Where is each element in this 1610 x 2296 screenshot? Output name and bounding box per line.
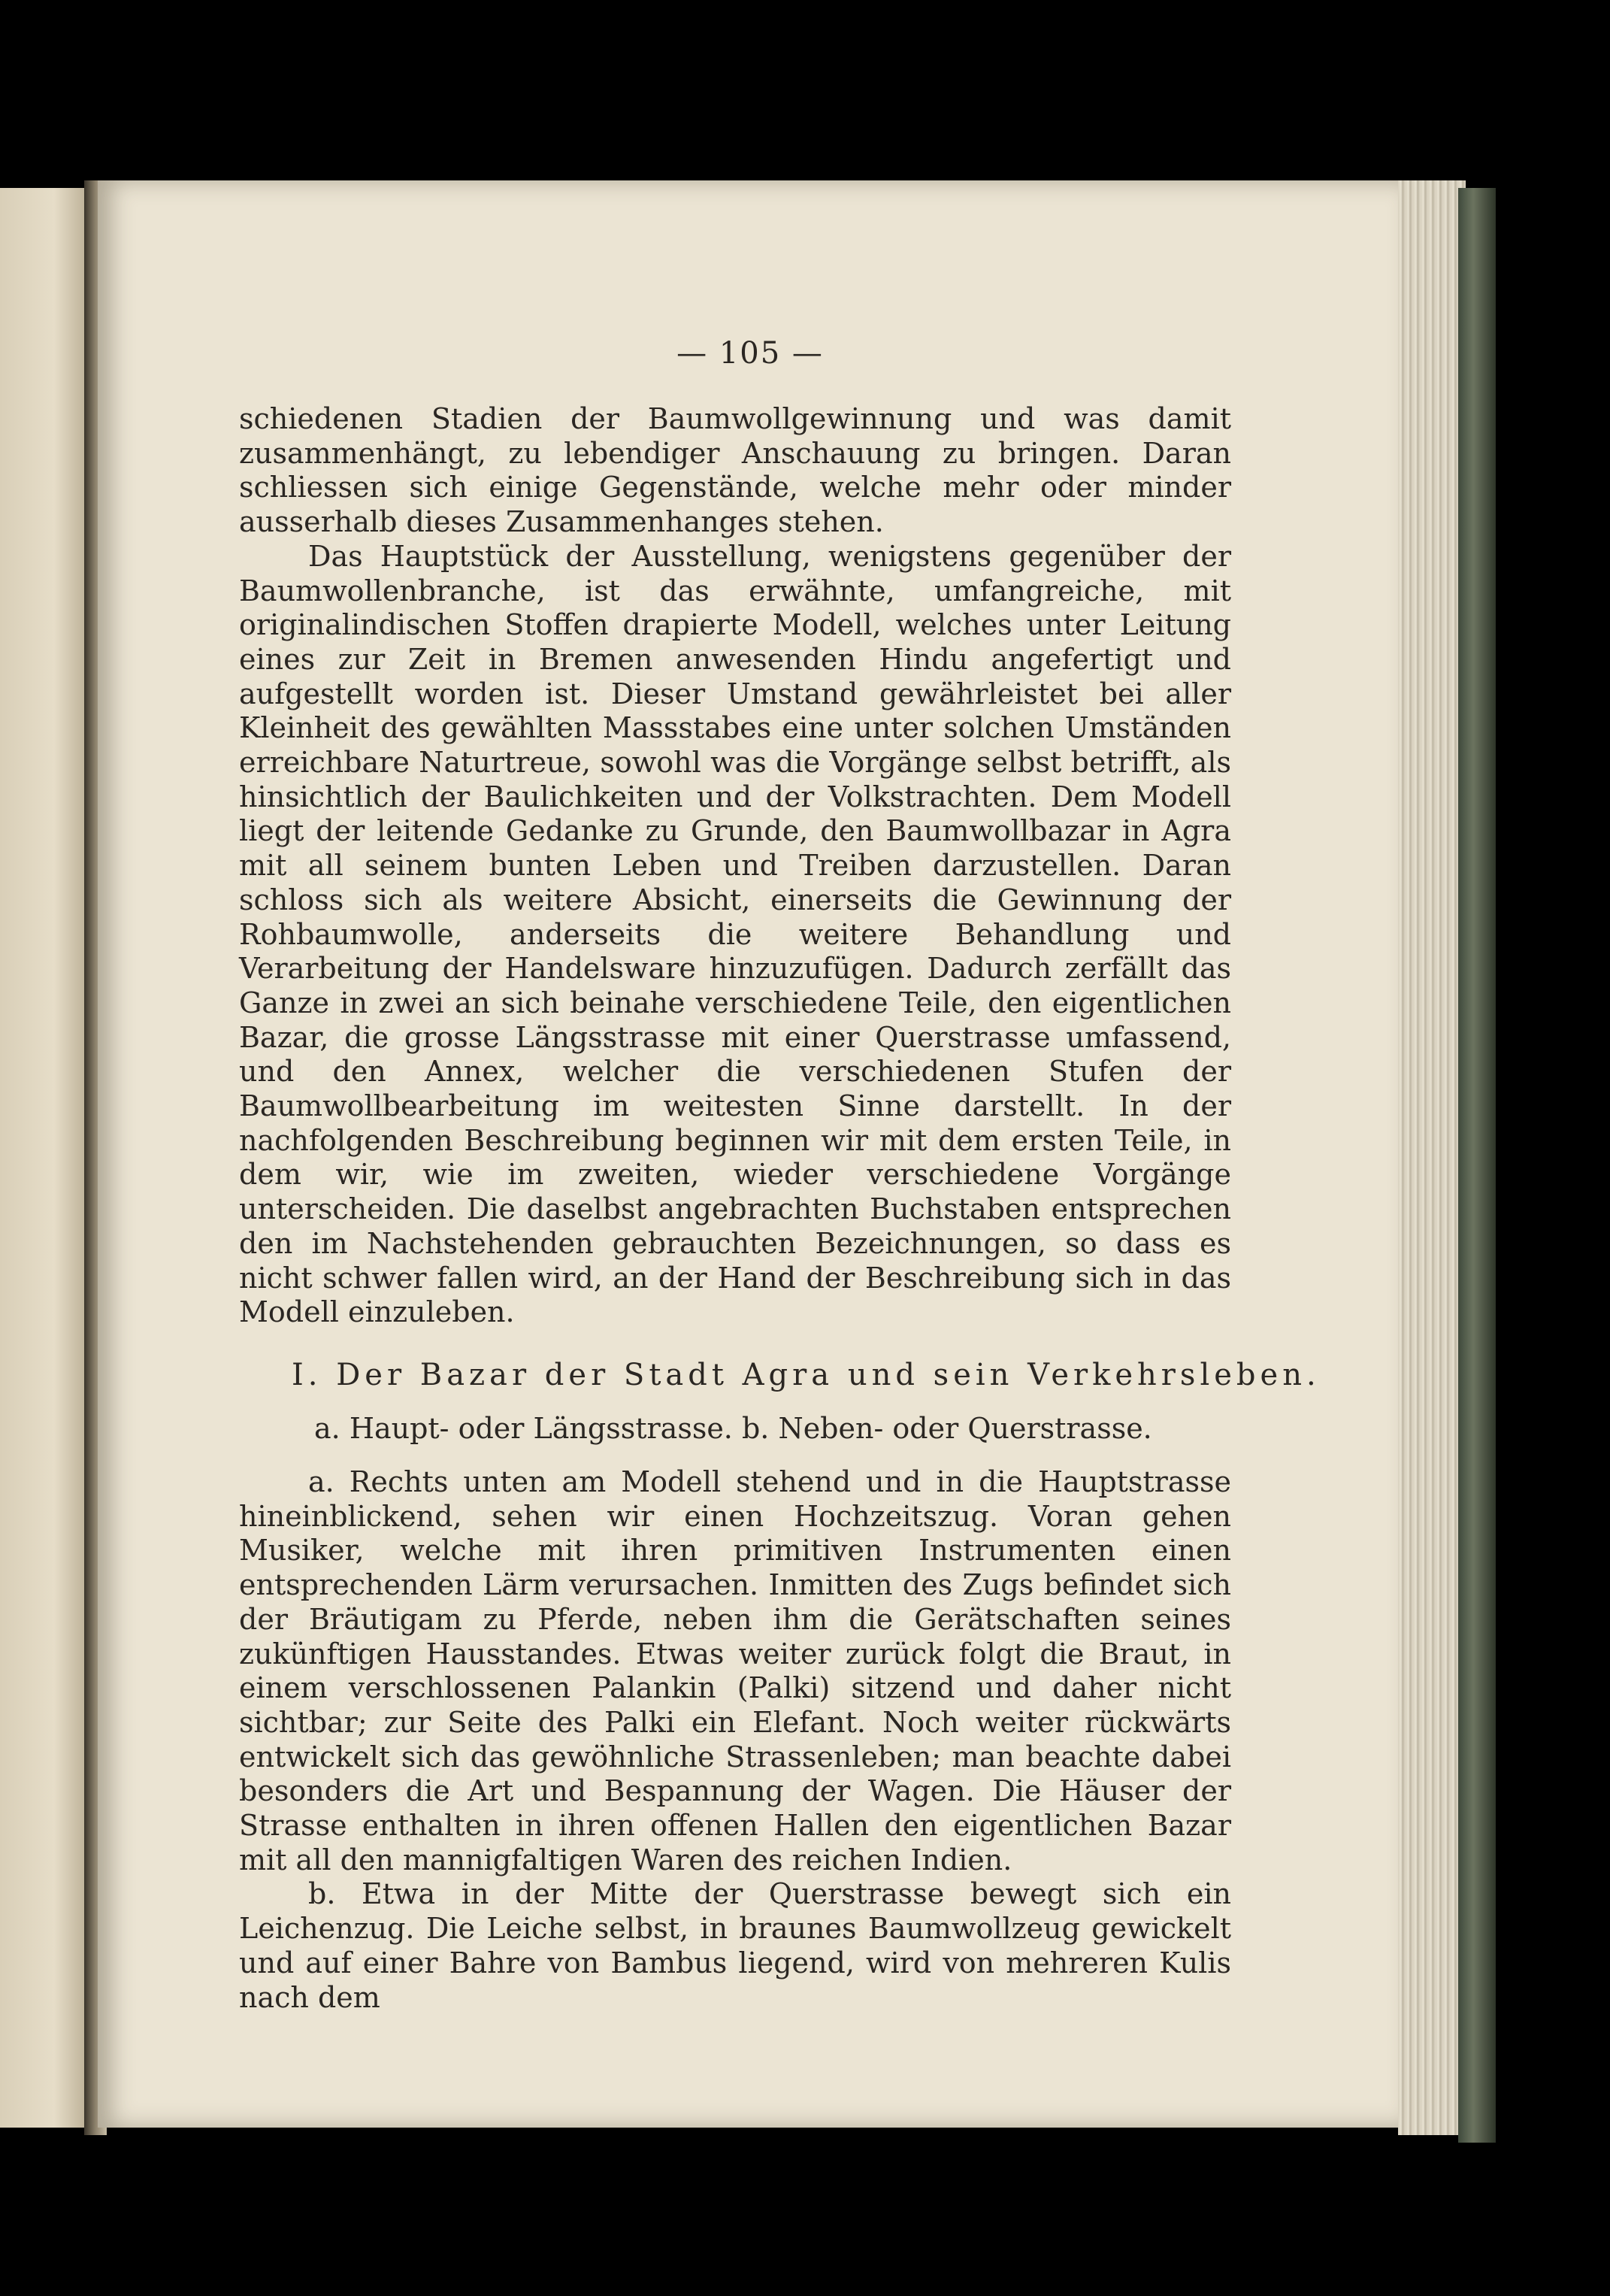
paragraph-main-street: a. Rechts unten am Modell stehend und in die Hauptstrasse hineinblickend, sehen wir einen Hochzeitszug. Voran gehen Musiker, welche mit ihren primitiven Instrumenten einen entsprechenden Lärm verursachen. Inmitten des Zugs befindet sich der Bräutigam zu Pferde, neben ihm die Gerätschaften seines zukünftigen Hausstandes. Etwas weiter zurück folgt die Braut, in einem verschlossenen Palankin (Palki) sitzend und daher nicht sichtbar; zur Seite des Palki ein Elefant. Noch weiter rückwärts entwickelt sich das gewöhnliche Strassenleben; man beachte dabei besonders die Art und Bespannung der Wagen. Die Häuser der Strasse enthalten in ihren offenen Hallen den eigentlichen Bazar mit all den mannigfaltigen Waren des reichen Indien.	[239, 1465, 1231, 1876]
page-number: — 105 —	[676, 336, 824, 371]
page-stack-edge	[1398, 180, 1466, 2135]
paragraph-cross-street: b. Etwa in der Mitte der Querstrasse bewegt sich ein Leichenzug. Die Leiche selbst, in braunes Baumwollzeug gewickelt und auf einer Bahre von Bambus liegend, wird von mehreren Kulis nach dem	[239, 1877, 1231, 2014]
section-heading: I. Der Bazar der Stadt Agra und sein Verkehrsleben.	[292, 1357, 1321, 1392]
book-cover-edge	[1458, 188, 1496, 2143]
paragraph-main-exhibit: Das Hauptstück der Ausstellung, wenigstens gegenüber der Baumwollenbranche, ist das erwähnte, umfangreiche, mit originalindischen Stoffen drapierte Modell, welches unter Leitung eines zur Zeit in Bremen anwesenden Hindu angefertigt und aufgestellt worden ist. Dieser Umstand gewährleistet bei aller Kleinheit des gewählten Massstabes eine unter solchen Umständen erreichbare Naturtreue, sowohl was die Vorgänge selbst betrifft, als hinsichtlich der Baulichkeiten und der Volkstrachten. Dem Modell liegt der leitende Gedanke zu Grunde, den Baumwollbazar in Agra mit all seinem bunten Leben und Treiben darzustellen. Daran schloss sich als weitere Absicht, einerseits die Gewinnung der Rohbaumwolle, anderseits die weitere Behandlung und Verarbeitung der Handelsware hinzuzufügen. Dadurch zerfällt das Ganze in zwei an sich beinahe verschiedene Teile, den eigentlichen Bazar, die grosse Längsstrasse mit einer Querstrasse umfassend, und den Annex, welcher die verschiedenen Stufen der Baumwollbearbeitung im weitesten Sinne darstellt. In der nachfolgenden Beschreibung beginnen wir mit dem ersten Teile, in dem wir, wie im zweiten, wieder verschiedene Vorgänge unterscheiden. Die daselbst angebrachten Buchstaben entsprechen den im Nachstehenden gebrauchten Bezeichnungen, so dass es nicht schwer fallen wird, an der Hand der Beschreibung sich in das Modell einzuleben.	[239, 539, 1231, 1329]
left-page-edge	[0, 188, 90, 2128]
sub-heading: a. Haupt- oder Längsstrasse. b. Neben- oder Querstrasse.	[314, 1411, 1152, 1445]
page-content	[239, 327, 1321, 2015]
paragraph-continuation: schiedenen Stadien der Baumwollgewinnung und was damit zusammenhängt, zu lebendiger Anschauung zu bringen. Daran schliessen sich einige Gegenstände, welche mehr oder minder ausserhalb dieses Zusammenhanges stehen.	[239, 402, 1231, 539]
